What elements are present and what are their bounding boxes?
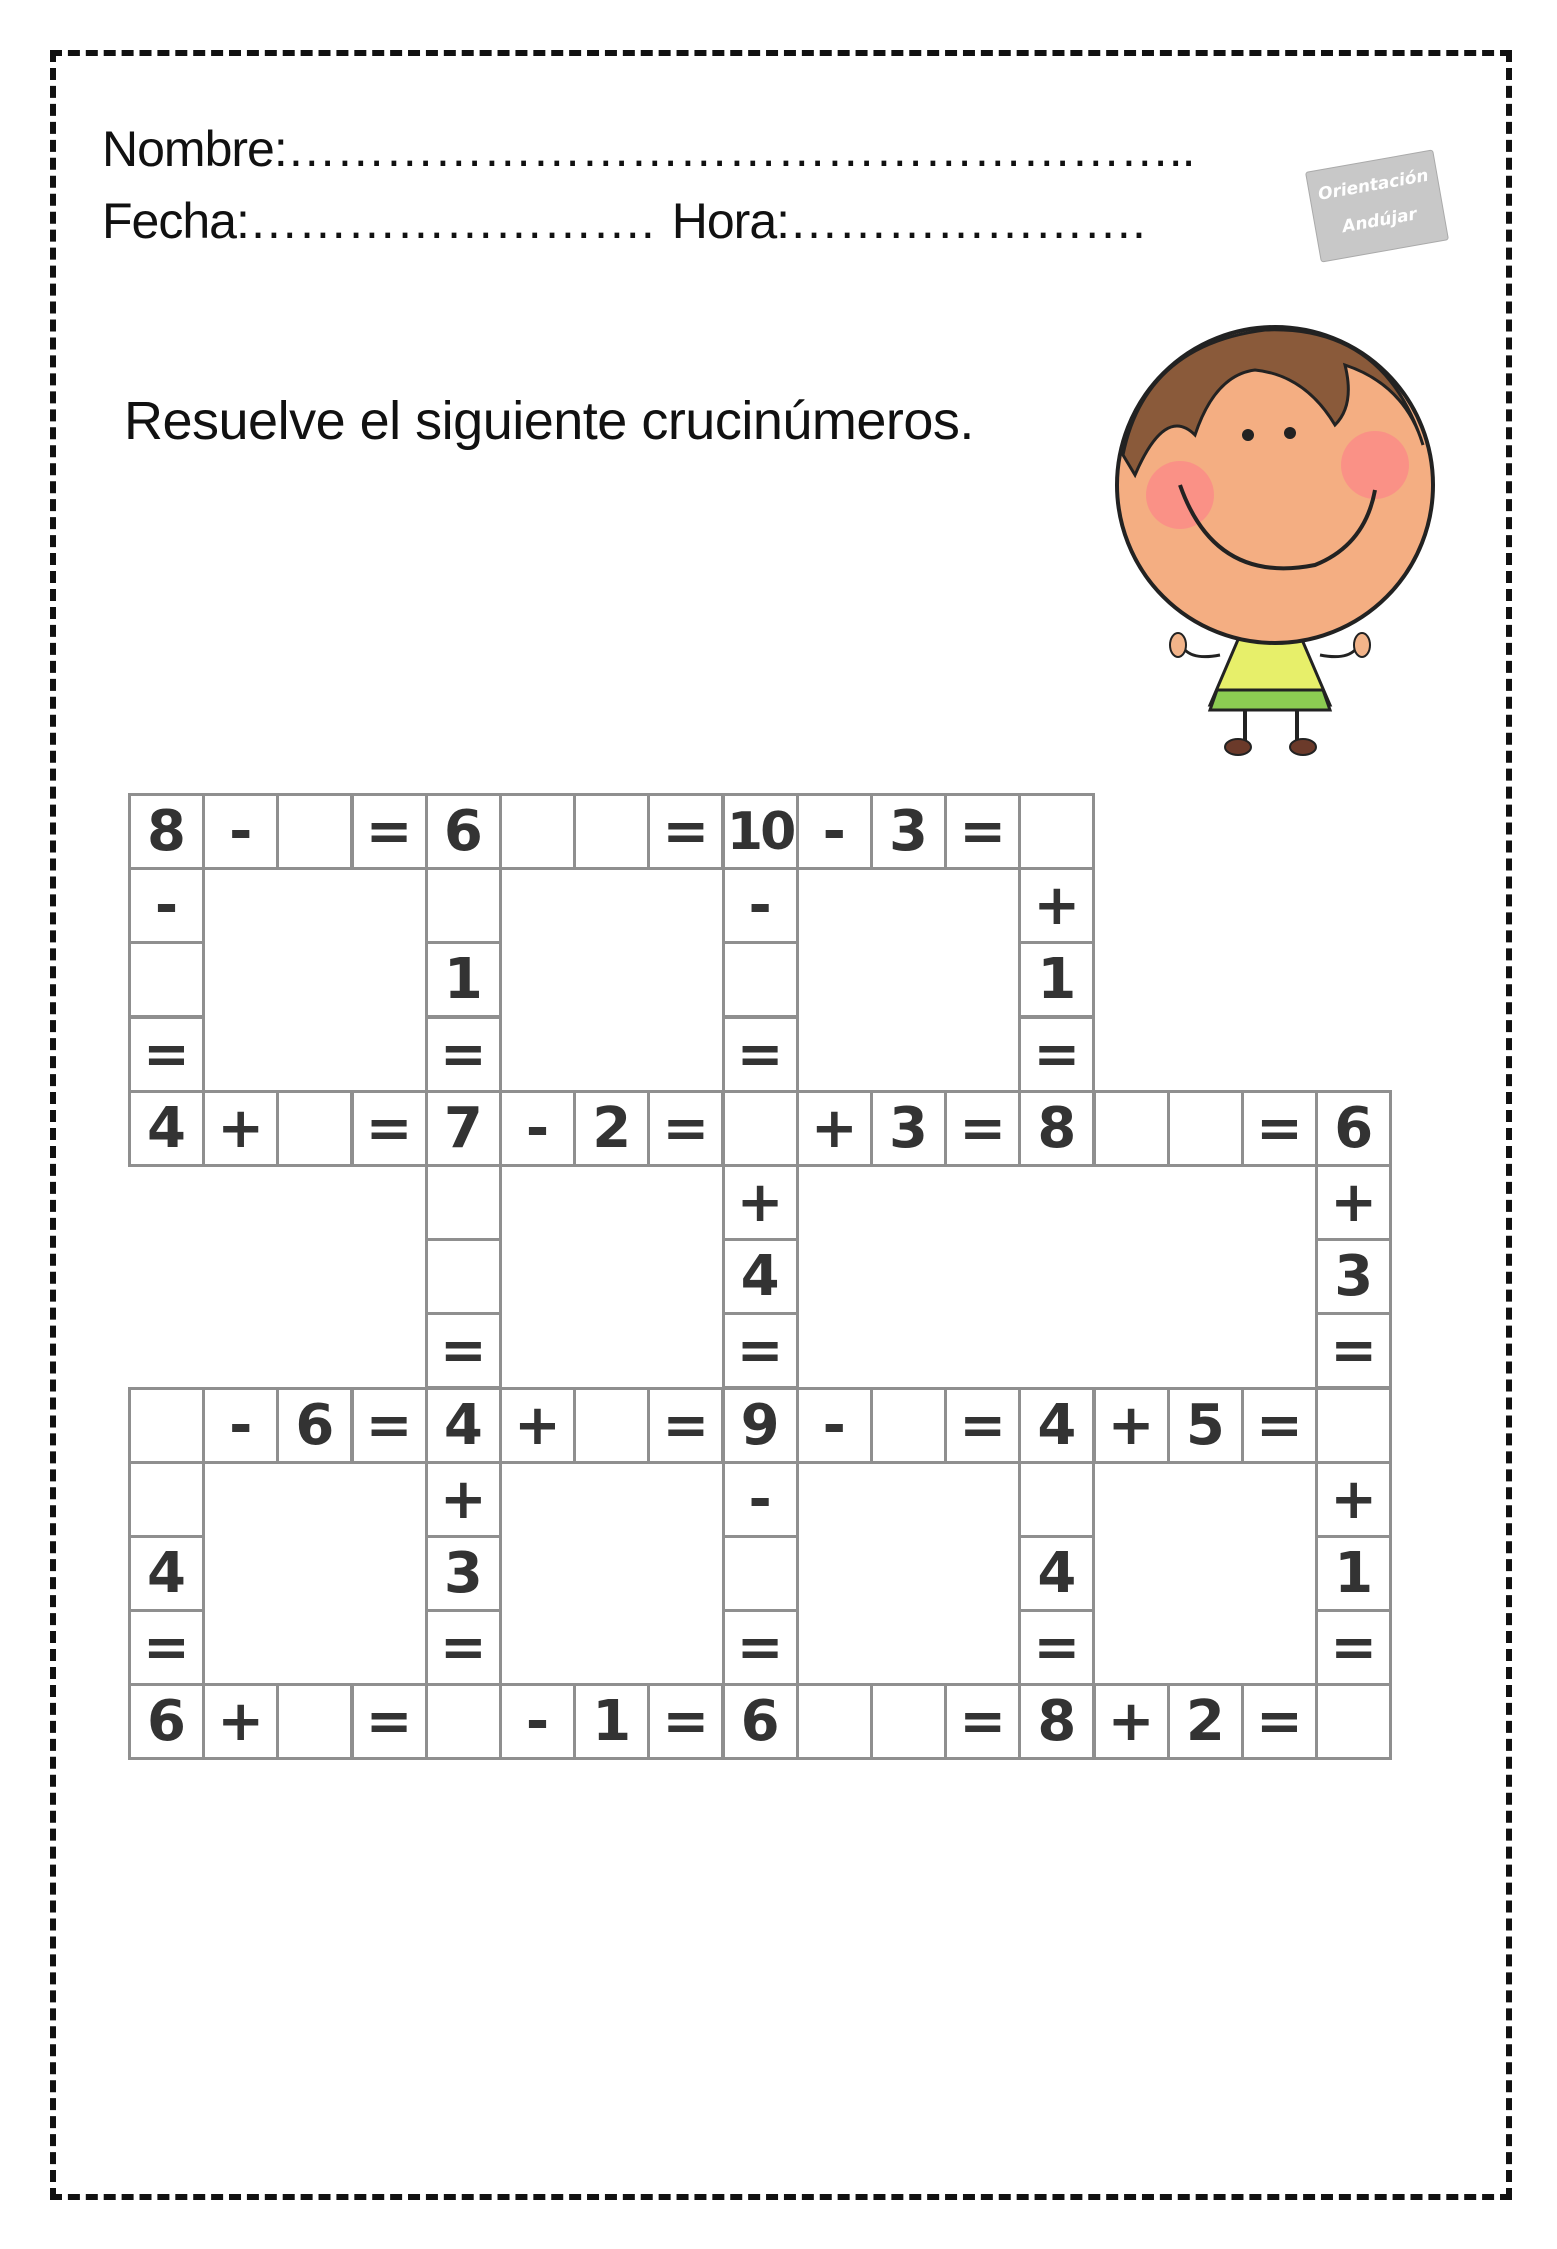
puzzle-cell: =	[647, 1683, 724, 1760]
puzzle-cell: 6	[276, 1387, 353, 1464]
fecha-hora-line	[102, 192, 1145, 250]
smiling-child-icon	[1105, 325, 1445, 765]
puzzle-cell: =	[647, 793, 724, 870]
puzzle-cell: -	[128, 867, 205, 944]
puzzle-cell: =	[1315, 1609, 1392, 1686]
puzzle-cell: 4	[128, 1090, 205, 1167]
puzzle-cell: +	[425, 1461, 502, 1538]
puzzle-cell: 6	[1315, 1090, 1392, 1167]
answer-cell[interactable]	[573, 1387, 650, 1464]
answer-cell[interactable]	[870, 1387, 947, 1464]
answer-cell[interactable]	[276, 1090, 353, 1167]
puzzle-cell: =	[944, 1683, 1021, 1760]
puzzle-cell: +	[1315, 1164, 1392, 1241]
answer-cell[interactable]	[722, 941, 799, 1018]
puzzle-cell: 3	[870, 793, 947, 870]
puzzle-cell: 4	[128, 1535, 205, 1612]
puzzle-cell: 2	[573, 1090, 650, 1167]
answer-cell[interactable]	[425, 867, 502, 944]
puzzle-cell: 5	[1167, 1387, 1244, 1464]
answer-cell[interactable]	[425, 1683, 502, 1760]
puzzle-cell: 6	[722, 1683, 799, 1760]
logo-text-line-1: Orientación	[1316, 165, 1431, 205]
puzzle-cell: +	[1018, 867, 1095, 944]
puzzle-cell: 3	[870, 1090, 947, 1167]
puzzle-cell: =	[351, 1683, 428, 1760]
puzzle-cell: 6	[128, 1683, 205, 1760]
puzzle-cell: 1	[1018, 941, 1095, 1018]
puzzle-cell: -	[499, 1090, 576, 1167]
puzzle-cell: 3	[1315, 1238, 1392, 1315]
puzzle-cell: =	[128, 1016, 205, 1093]
answer-cell[interactable]	[1167, 1090, 1244, 1167]
puzzle-cell: =	[1241, 1090, 1318, 1167]
answer-cell[interactable]	[1315, 1683, 1392, 1760]
puzzle-cell: =	[351, 1387, 428, 1464]
logo-text-line-2: Andújar	[1340, 204, 1419, 238]
puzzle-cell: 4	[722, 1238, 799, 1315]
puzzle-cell: 10	[722, 793, 799, 870]
puzzle-cell: -	[722, 867, 799, 944]
puzzle-cell: =	[1315, 1312, 1392, 1389]
puzzle-cell: 4	[1018, 1387, 1095, 1464]
puzzle-cell: +	[499, 1387, 576, 1464]
instruction-text: Resuelve el siguiente crucinúmeros.	[124, 391, 974, 451]
puzzle-cell: =	[1018, 1609, 1095, 1686]
puzzle-cell: =	[1241, 1387, 1318, 1464]
puzzle-cell: =	[351, 793, 428, 870]
puzzle-cell: =	[1241, 1683, 1318, 1760]
puzzle-cell: +	[202, 1683, 279, 1760]
puzzle-cell: =	[647, 1090, 724, 1167]
answer-cell[interactable]	[573, 793, 650, 870]
puzzle-cell: 1	[573, 1683, 650, 1760]
answer-cell[interactable]	[1093, 1090, 1170, 1167]
answer-cell[interactable]	[722, 1535, 799, 1612]
crossnumber-puzzle	[128, 793, 1441, 1800]
puzzle-cell: -	[722, 1461, 799, 1538]
puzzle-cell: 1	[425, 941, 502, 1018]
puzzle-cell: 9	[722, 1387, 799, 1464]
puzzle-cell: =	[944, 1387, 1021, 1464]
fecha-field[interactable]: Fecha:…………………….	[102, 193, 654, 249]
puzzle-cell: =	[425, 1312, 502, 1389]
puzzle-cell: 6	[425, 793, 502, 870]
puzzle-cell: +	[202, 1090, 279, 1167]
puzzle-cell: =	[425, 1016, 502, 1093]
puzzle-cell: 2	[1167, 1683, 1244, 1760]
puzzle-cell: +	[1315, 1461, 1392, 1538]
puzzle-cell: =	[351, 1090, 428, 1167]
answer-cell[interactable]	[425, 1238, 502, 1315]
hora-field[interactable]: Hora:………………….	[671, 193, 1145, 249]
puzzle-cell: 7	[425, 1090, 502, 1167]
puzzle-cell: -	[202, 793, 279, 870]
puzzle-cell: 3	[425, 1535, 502, 1612]
puzzle-cell: =	[647, 1387, 724, 1464]
puzzle-cell: 4	[1018, 1535, 1095, 1612]
answer-cell[interactable]	[276, 1683, 353, 1760]
nombre-field[interactable]: Nombre:………………………………………………..	[102, 121, 1195, 177]
puzzle-cell: =	[128, 1609, 205, 1686]
puzzle-cell: =	[722, 1609, 799, 1686]
puzzle-cell: 8	[128, 793, 205, 870]
puzzle-cell: +	[722, 1164, 799, 1241]
puzzle-cell: -	[796, 793, 873, 870]
answer-cell[interactable]	[128, 941, 205, 1018]
puzzle-cell: +	[1093, 1683, 1170, 1760]
puzzle-cell: =	[944, 793, 1021, 870]
answer-cell[interactable]	[499, 793, 576, 870]
puzzle-cell: =	[944, 1090, 1021, 1167]
answer-cell[interactable]	[128, 1387, 205, 1464]
answer-cell[interactable]	[128, 1461, 205, 1538]
puzzle-cell: +	[1093, 1387, 1170, 1464]
puzzle-cell: =	[722, 1312, 799, 1389]
puzzle-cell: -	[796, 1387, 873, 1464]
puzzle-cell: +	[796, 1090, 873, 1167]
puzzle-cell: 8	[1018, 1090, 1095, 1167]
puzzle-cell: 4	[425, 1387, 502, 1464]
answer-cell[interactable]	[796, 1683, 873, 1760]
puzzle-cell: 8	[1018, 1683, 1095, 1760]
puzzle-cell: =	[1018, 1016, 1095, 1093]
answer-cell[interactable]	[425, 1164, 502, 1241]
answer-cell[interactable]	[1315, 1387, 1392, 1464]
puzzle-cell: -	[499, 1683, 576, 1760]
puzzle-cell: -	[202, 1387, 279, 1464]
answer-cell[interactable]	[1018, 793, 1095, 870]
answer-cell[interactable]	[276, 793, 353, 870]
answer-cell[interactable]	[1018, 1461, 1095, 1538]
puzzle-cell: 1	[1315, 1535, 1392, 1612]
puzzle-cell: =	[425, 1609, 502, 1686]
answer-cell[interactable]	[870, 1683, 947, 1760]
answer-cell[interactable]	[722, 1090, 799, 1167]
puzzle-cell: =	[722, 1016, 799, 1093]
